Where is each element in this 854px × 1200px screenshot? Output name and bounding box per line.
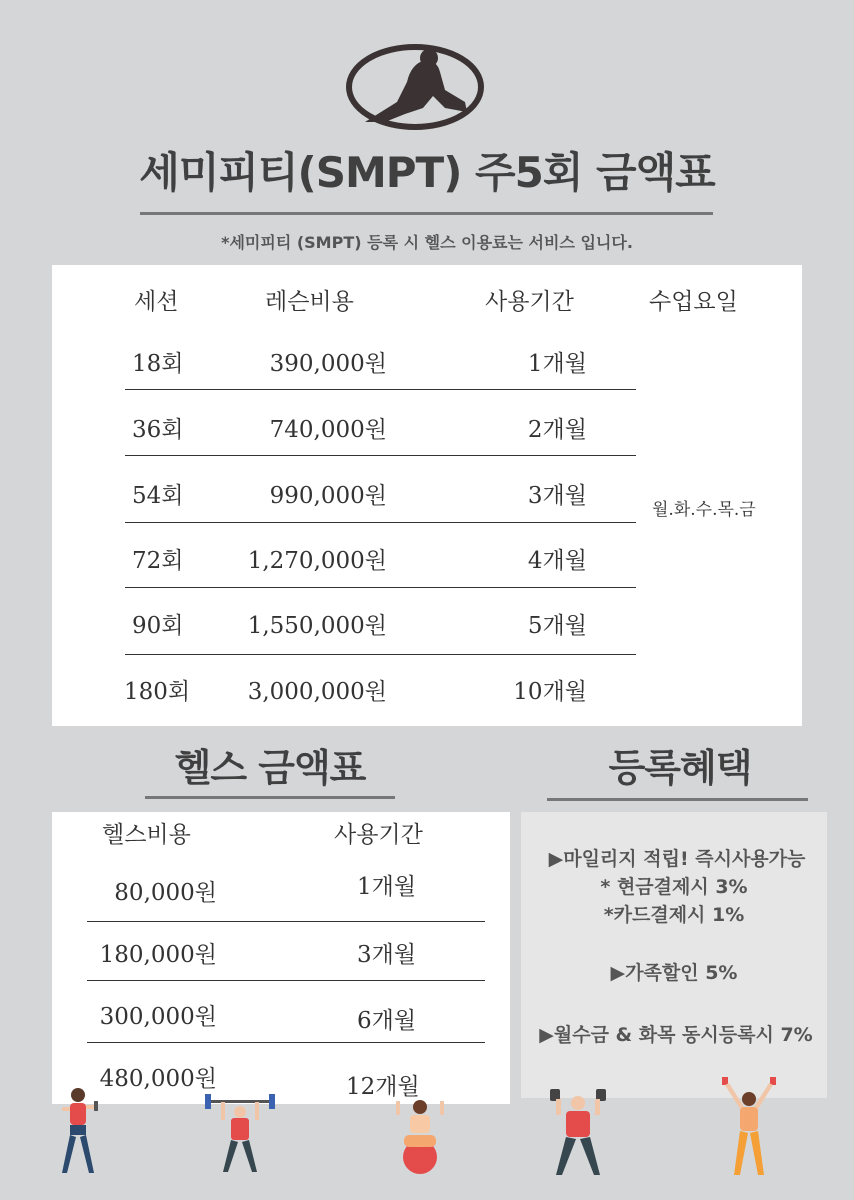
row-divider — [125, 455, 636, 456]
table-row-period: 1개월 — [527, 351, 587, 377]
row-divider — [87, 980, 485, 981]
header-period: 사용기간 — [485, 289, 574, 315]
gym-row-price: 480,000원 — [99, 1066, 217, 1092]
gym-row-price: 300,000원 — [99, 1004, 217, 1030]
benefit-family: ▶가족할인 5% — [610, 962, 738, 984]
gym-row-period: 12개월 — [346, 1074, 420, 1100]
gym-row-period: 6개월 — [357, 1008, 417, 1034]
benefit-combo: ▶월수금 & 화목 동시등록시 7% — [539, 1024, 813, 1046]
table-row-price: 390,000원 — [269, 351, 387, 377]
gym-row-period: 1개월 — [357, 874, 417, 900]
table-row-period: 2개월 — [527, 417, 587, 443]
gym-section-title: 헬스 금액표 — [174, 746, 366, 790]
table-row-price: 1,270,000원 — [247, 548, 387, 574]
table-row-session: 36회 — [132, 417, 184, 443]
dumbbell-woman-icon — [50, 1085, 106, 1177]
gym-row-price: 80,000원 — [114, 880, 217, 906]
ball-woman-icon — [390, 1095, 450, 1175]
table-row-session: 72회 — [132, 548, 184, 574]
smpt-price-table — [52, 265, 802, 726]
table-row-price: 740,000원 — [269, 417, 387, 443]
arms-up-woman-icon — [718, 1075, 780, 1179]
row-divider — [125, 654, 636, 655]
dumbbell-man-icon — [548, 1083, 608, 1179]
header-price: 레슨비용 — [265, 289, 354, 315]
table-row-session: 90회 — [132, 613, 184, 639]
benefits-title-divider — [547, 798, 808, 801]
gym-title-divider — [145, 796, 395, 799]
row-divider — [125, 389, 636, 390]
barbell-man-icon — [205, 1090, 275, 1176]
gym-row-period: 3개월 — [357, 942, 417, 968]
gym-header-period: 사용기간 — [334, 822, 423, 848]
benefit-card: *카드결제시 1% — [603, 904, 745, 926]
benefit-cash: * 현금결제시 3% — [600, 876, 748, 898]
row-divider — [87, 1042, 485, 1043]
title-divider — [140, 212, 713, 215]
table-row-price: 1,550,000원 — [247, 613, 387, 639]
class-days: 월.화.수.목.금 — [652, 500, 756, 520]
table-row-session: 180회 — [124, 679, 191, 705]
table-row-session: 54회 — [132, 483, 184, 509]
row-divider — [87, 921, 485, 922]
table-row-period: 4개월 — [527, 548, 587, 574]
header-session: 세션 — [134, 289, 179, 315]
table-row-session: 18회 — [132, 351, 184, 377]
benefit-mileage: ▶마일리지 적립! 즉시사용가능 — [548, 848, 806, 870]
row-divider — [125, 587, 636, 588]
page-title: 세미피티(SMPT) 주5회 금액표 — [139, 148, 715, 197]
benefits-panel — [521, 812, 827, 1098]
service-note: *세미피티 (SMPT) 등록 시 헬스 이용료는 서비스 입니다. — [221, 233, 633, 252]
gym-row-price: 180,000원 — [99, 942, 217, 968]
gym-price-table — [52, 812, 510, 1104]
header-days: 수업요일 — [649, 289, 738, 315]
table-row-price: 3,000,000원 — [247, 679, 387, 705]
table-row-price: 990,000원 — [269, 483, 387, 509]
table-row-period: 10개월 — [513, 679, 587, 705]
table-row-period: 5개월 — [527, 613, 587, 639]
benefits-section-title: 등록혜택 — [608, 746, 752, 790]
runner-logo-icon — [345, 42, 485, 132]
row-divider — [125, 522, 636, 523]
gym-header-price: 헬스비용 — [102, 822, 191, 848]
table-row-period: 3개월 — [527, 483, 587, 509]
